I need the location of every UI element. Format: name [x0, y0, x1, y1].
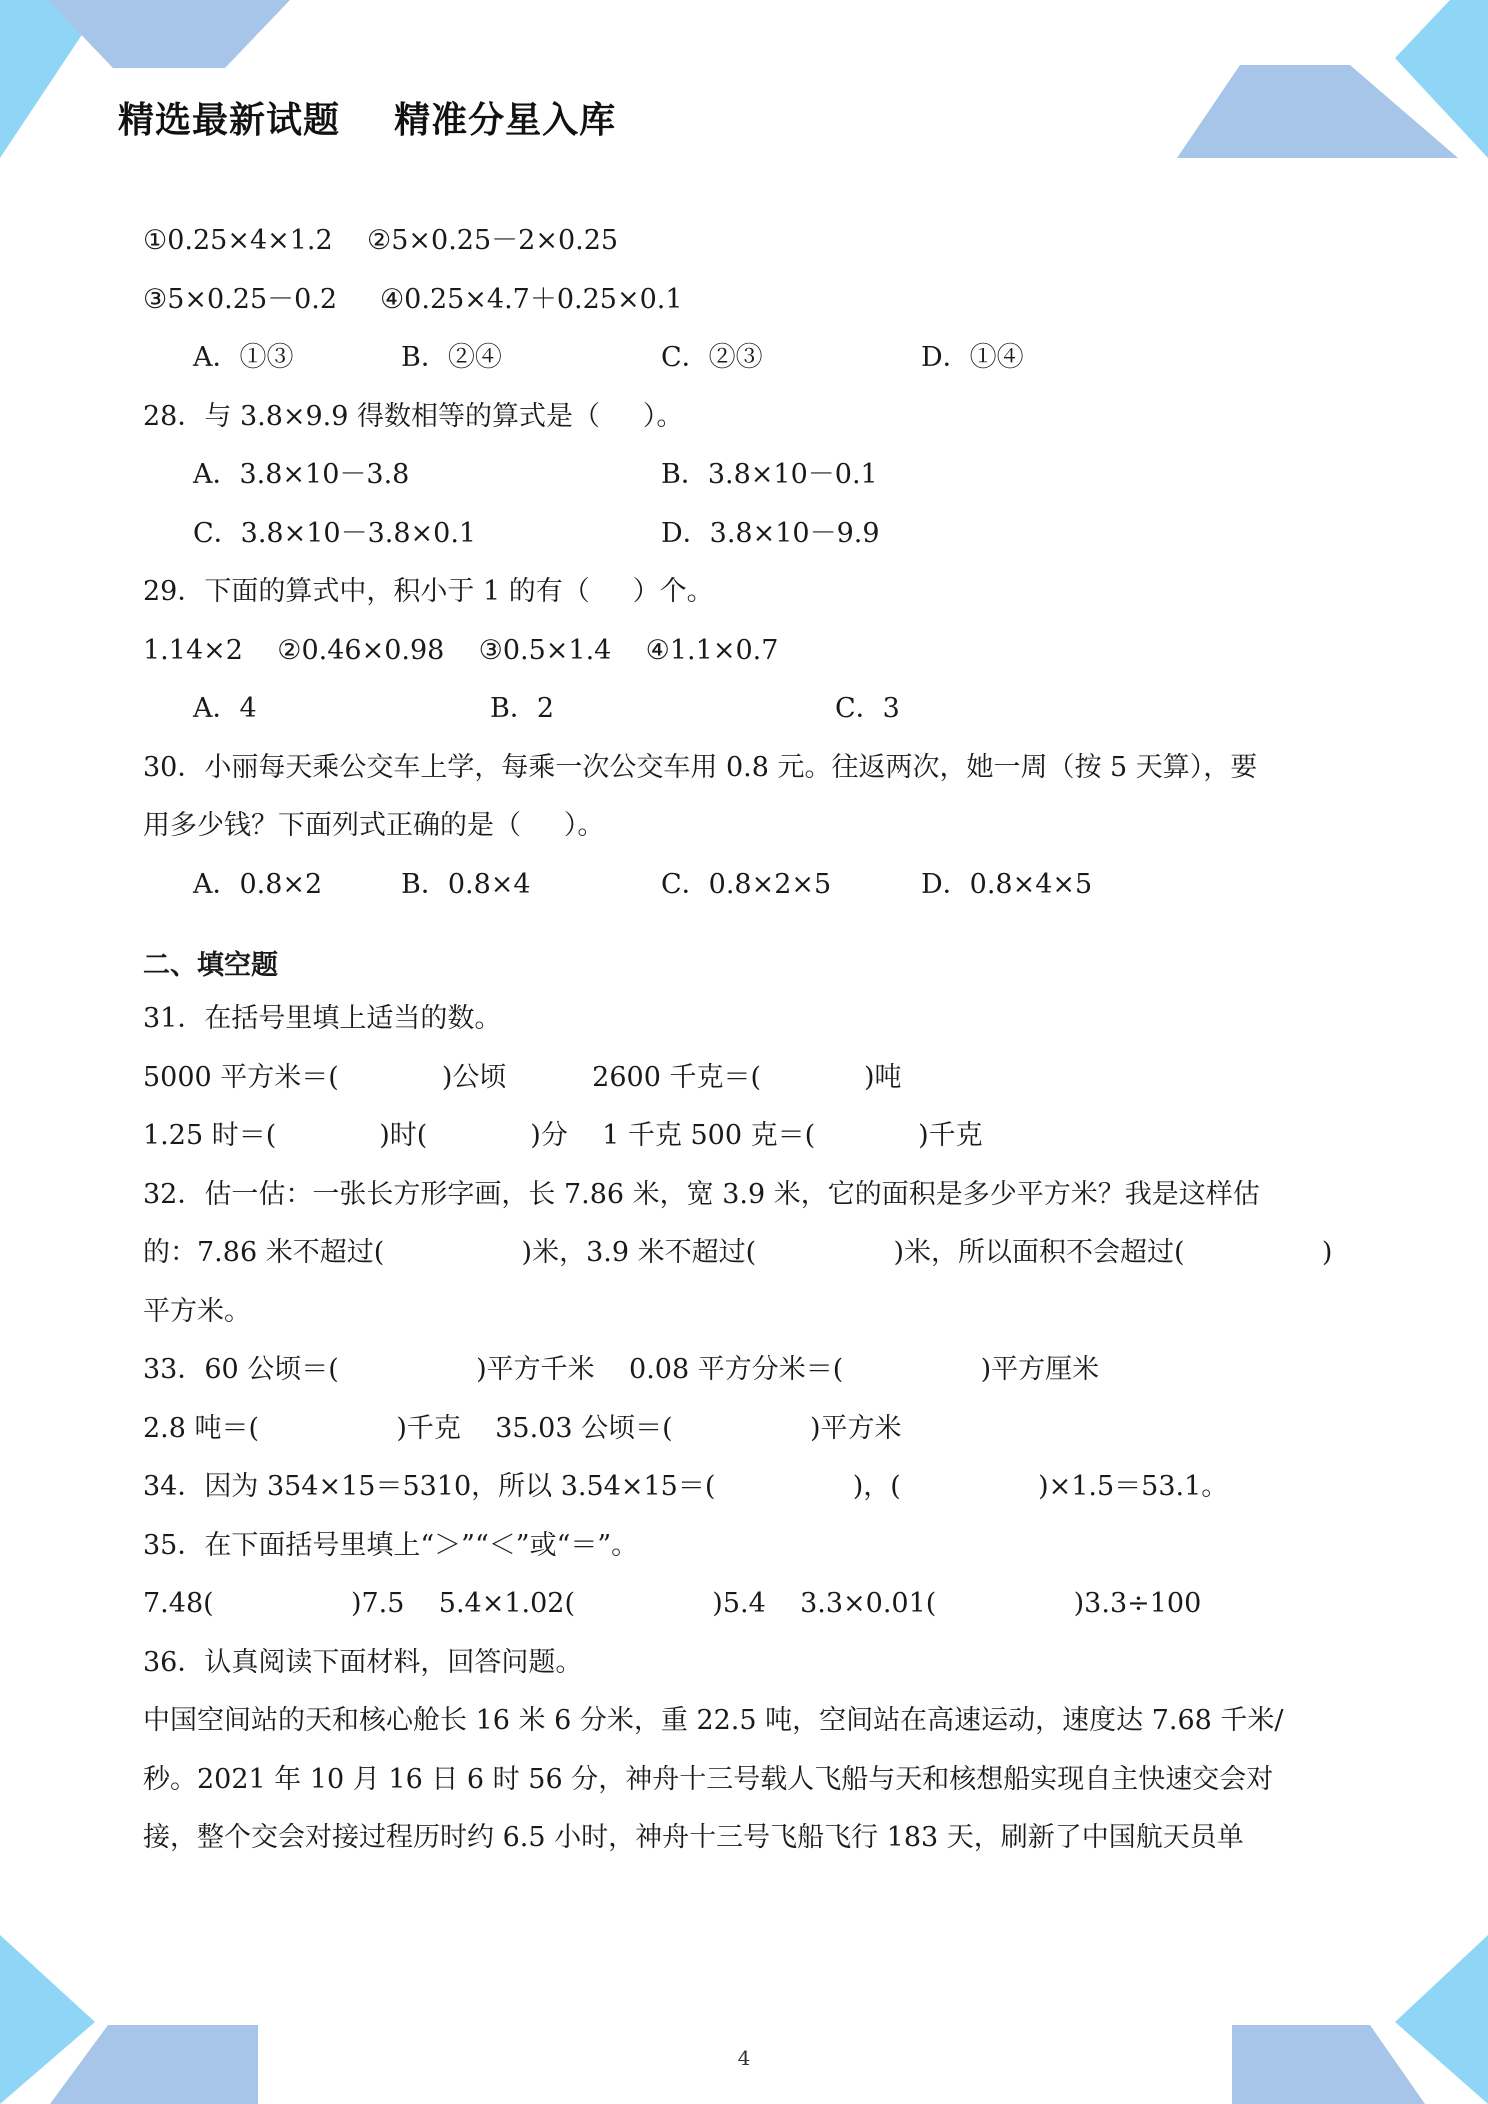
exam-content — [143, 212, 1353, 1868]
q27-option-a[interactable]: A．①③ — [193, 342, 294, 373]
q28-option-c[interactable]: C．3.8×10－3.8×0.1 — [193, 517, 477, 549]
q36-para-line2: 秒。2021 年 10 月 16 日 6 时 56 分，神舟十三号载人飞船与天和核想船实现自主快速交会对 — [143, 1763, 1274, 1795]
q27-items-line1: ①0.25×4×1.2 ②5×0.25－2×0.25 — [143, 225, 619, 256]
section-title-fill-in: 二、填空题 — [143, 950, 278, 981]
q27-option-b[interactable]: B．②④ — [401, 342, 502, 373]
q27-option-c[interactable]: C．②③ — [661, 342, 763, 373]
q28-option-d[interactable]: D．3.8×10－9.9 — [661, 517, 880, 549]
q28-stem: 28．与 3.8×9.9 得数相等的算式是（ ）。 — [143, 400, 684, 432]
q36-stem: 36．认真阅读下面材料，回答问题。 — [143, 1646, 583, 1678]
bottom-right-triangle — [1395, 1935, 1488, 2104]
top-left-trapezoid — [48, 0, 290, 68]
q32-line2: 的：7.86 米不超过( )米，3.9 米不超过( )米，所以面积不会超过( ) — [143, 1237, 1333, 1268]
q30-options — [143, 856, 1353, 915]
q29-stem: 29．下面的算式中，积小于 1 的有（ ）个。 — [143, 576, 714, 607]
q33-line1: 33．60 公顷＝( )平方千米 0.08 平方分米＝( )平方厘米 — [143, 1354, 1100, 1385]
q30-stem-line2: 用多少钱？下面列式正确的是（ ）。 — [143, 810, 605, 841]
q36-para-line1: 中国空间站的天和核心舱长 16 米 6 分米，重 22.5 吨，空间站在高速运动，速度达 7.68 千米/ — [143, 1705, 1284, 1736]
q31-line1: 5000 平方米＝( )公顷 2600 千克＝( )吨 — [143, 1061, 902, 1093]
q27-items-line2: ③5×0.25－0.2 ④0.25×4.7＋0.25×0.1 — [143, 283, 683, 315]
header-title: 精选最新试题 精准分星入库 — [118, 100, 617, 141]
q28-option-a[interactable]: A．3.8×10－3.8 — [193, 459, 410, 490]
q30-option-d[interactable]: D．0.8×4×5 — [921, 868, 1093, 900]
q36-para-line3: 接，整个交会对接过程历时约 6.5 小时，神舟十三号飞船飞行 183 天，刷新了中国航天员单 — [143, 1822, 1244, 1853]
q33-line2: 2.8 吨＝( )千克 35.03 公顷＝( )平方米 — [143, 1412, 902, 1444]
q29-option-c[interactable]: C．3 — [835, 693, 900, 724]
q29-options — [143, 680, 1353, 739]
q30-stem-line1: 30．小丽每天乘公交车上学，每乘一次公交车用 0.8 元。往返两次，她一周（按 5 天算），要 — [143, 751, 1258, 783]
q32-line3: 平方米。 — [143, 1295, 251, 1327]
q29-option-a[interactable]: A．4 — [193, 693, 257, 724]
q35-stem: 35．在下面括号里填上“＞”“＜”或“＝”。 — [143, 1529, 639, 1561]
q28-options-row1 — [143, 446, 1353, 505]
q30-option-a[interactable]: A．0.8×2 — [193, 868, 323, 900]
q30-option-b[interactable]: B．0.8×4 — [401, 868, 531, 900]
q32-line1: 32．估一估：一张长方形字画，长 7.86 米，宽 3.9 米，它的面积是多少平方米？我是这样估 — [143, 1178, 1260, 1210]
q35-items: 7.48( )7.5 5.4×1.02( )5.4 3.3×0.01( )3.3÷100 — [143, 1588, 1202, 1619]
q34-line: 34．因为 354×15＝5310，所以 3.54×15＝( )，( )×1.5＝53.1。 — [143, 1471, 1229, 1502]
q27-options — [143, 329, 1353, 388]
q29-option-b[interactable]: B．2 — [490, 693, 555, 724]
q31-stem: 31．在括号里填上适当的数。 — [143, 1003, 502, 1034]
page-number: 4 — [737, 2046, 751, 2070]
q28-options-row2 — [143, 505, 1353, 564]
q29-items: 1.14×2 ②0.46×0.98 ③0.5×1.4 ④1.1×0.7 — [143, 634, 779, 666]
q27-option-d[interactable]: D．①④ — [921, 342, 1024, 373]
q28-option-b[interactable]: B．3.8×10－0.1 — [661, 459, 878, 490]
q31-line2: 1.25 时＝( )时( )分 1 千克 500 克＝( )千克 — [143, 1120, 983, 1151]
q30-option-c[interactable]: C．0.8×2×5 — [661, 868, 832, 900]
